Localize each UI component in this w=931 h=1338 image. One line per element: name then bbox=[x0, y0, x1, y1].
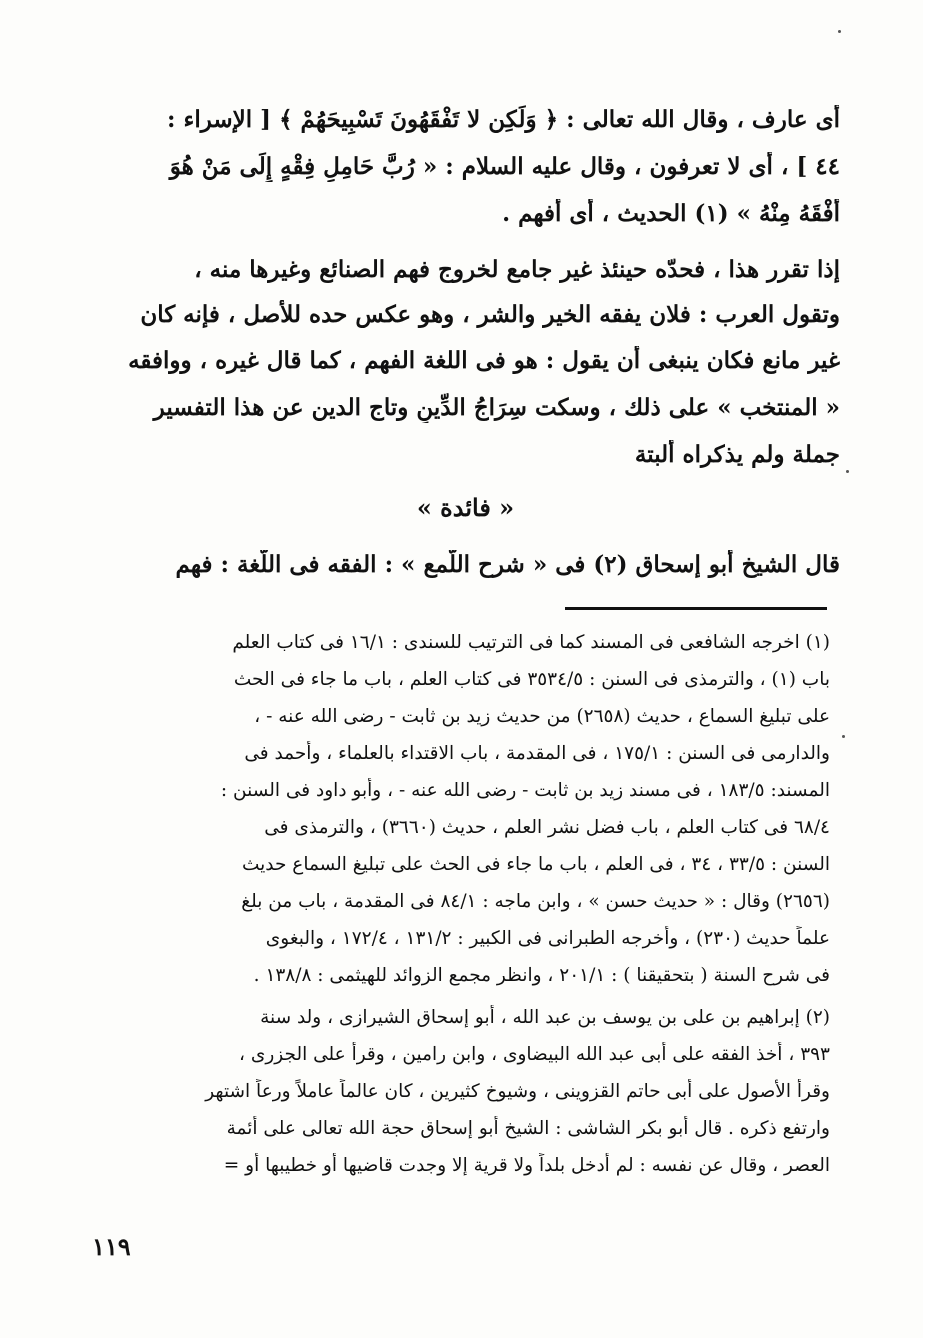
body-line: « المنتخب » على ذلك ، وسكت سِرَاجُ الدِّينِ وتاج الدين عن هذا التفسير bbox=[153, 394, 840, 421]
page-number: ١١٩ bbox=[92, 1232, 131, 1261]
footnote-line: (٢٦٥٦) وقال : « حديث حسن » ، وابن ماجه : ٨٤/١ فى المقدمة ، باب من بلغ bbox=[241, 891, 830, 912]
footnote-line: العصر ، وقال عن نفسه : لم أدخل بلداً ولا قرية إلا وجدت قاضيها أو خطيبها أو = bbox=[223, 1155, 830, 1176]
body-line: ٤٤ ] ، أى لا تعرفون ، وقال عليه السلام : « رُبَّ حَامِلِ فِقْهٍ إِلَى مَنْ هُوَ bbox=[169, 153, 840, 180]
footnote-line: فى شرح السنة ( بتحقيقنا ) : ٢٠١/١ ، وانظر مجمع الزوائد للهيثمى : ١٣٨/٨ . bbox=[253, 965, 830, 986]
footnote-line: (١) اخرجه الشافعى فى المسند كما فى الترتيب للسندى : ١٦/١ فى كتاب العلم bbox=[232, 632, 830, 653]
footnote-line: (٢) إبراهيم بن على بن يوسف بن عبد الله ، أبو إسحاق الشيرازى ، ولد سنة bbox=[260, 1007, 830, 1028]
footnote-line: السنن : ٣٣/٥ ، ٣٤ ، فى العلم ، باب ما جاء فى الحث على تبليغ السماع حديث bbox=[241, 854, 830, 875]
footnote-line: باب (١) ، والترمذى فى السنن : ٣٥٣٤/٥ فى كتاب العلم ، باب ما جاء فى الحث bbox=[233, 669, 830, 690]
body-line: أى عارف ، وقال الله تعالى : ﴿ وَلَكِن لا تَفْقَهُونَ تَسْبِيحَهُمْ ﴾ [ الإسراء : bbox=[167, 106, 840, 133]
footnote-separator bbox=[565, 607, 827, 610]
body-line: غير مانع فكان ينبغى أن يقول : هو فى اللغة الفهم ، كما قال غيره ، ووافقه bbox=[128, 347, 840, 374]
footnote-line: ٣٩٣ ، أخذ الفقه على أبى عبد الله البيضاوى ، وابن رامين ، وقرأ على الجزرى ، bbox=[239, 1044, 830, 1065]
body-line: جملة ولم يذكراه ألبتة bbox=[634, 441, 840, 468]
body-line: قال الشيخ أبو إسحاق (٢) فى « شرح اللّمع » : الفقه فى اللُّغة : فهم bbox=[175, 551, 840, 578]
body-line: أَفْقَهُ مِنْهُ » (١) الحديث ، أى أفهم . bbox=[502, 200, 840, 227]
footnote-line: علماً حديث (٢٣٠) ، وأخرجه الطبرانى فى الكبير : ١٣١/٢ ، ١٧٢/٤ ، والبغوى bbox=[265, 928, 830, 949]
scan-edge bbox=[923, 0, 931, 1338]
body-line: إذا تقرر هذا ، فحدّه حينئذ غير جامع لخروج فهم الصنائع وغيرها منه ، bbox=[194, 256, 840, 283]
scan-speck bbox=[846, 470, 849, 473]
footnote-line: والدارمى فى السنن : ١٧٥/١ ، فى المقدمة ، باب الاقتداء بالعلماء ، وأحمد فى bbox=[244, 743, 830, 764]
scan-speck bbox=[838, 30, 841, 33]
section-heading: « فائدة » bbox=[416, 493, 515, 522]
footnote-line: المسند: ١٨٣/٥ ، فى مسند زيد بن ثابت - رضى الله عنه - ، وأبو داود فى السنن : bbox=[220, 780, 830, 801]
footnote-line: على تبليغ السماع ، حديث (٢٦٥٨) من حديث زيد بن ثابت - رضى الله عنه - ، bbox=[254, 706, 830, 727]
footnote-line: وقرأ الأصول على أبى حاتم القزوينى ، وشيوخ كثيرين ، كان عالماً عاملاً ورعاً اشتهر bbox=[205, 1081, 830, 1102]
body-line: وتقول العرب : فلان يفقه الخير والشر ، وهو عكس حده للأصل ، فإنه كان bbox=[140, 301, 840, 328]
footnote-line: ٦٨/٤ فى كتاب العلم ، باب فضل نشر العلم ، حديث (٣٦٦٠) ، والترمذى فى bbox=[264, 817, 830, 838]
scan-speck bbox=[842, 735, 845, 738]
footnote-line: وارتفع ذكره . قال أبو بكر الشاشى : الشيخ أبو إسحاق حجة الله تعالى على أئمة bbox=[226, 1118, 830, 1139]
